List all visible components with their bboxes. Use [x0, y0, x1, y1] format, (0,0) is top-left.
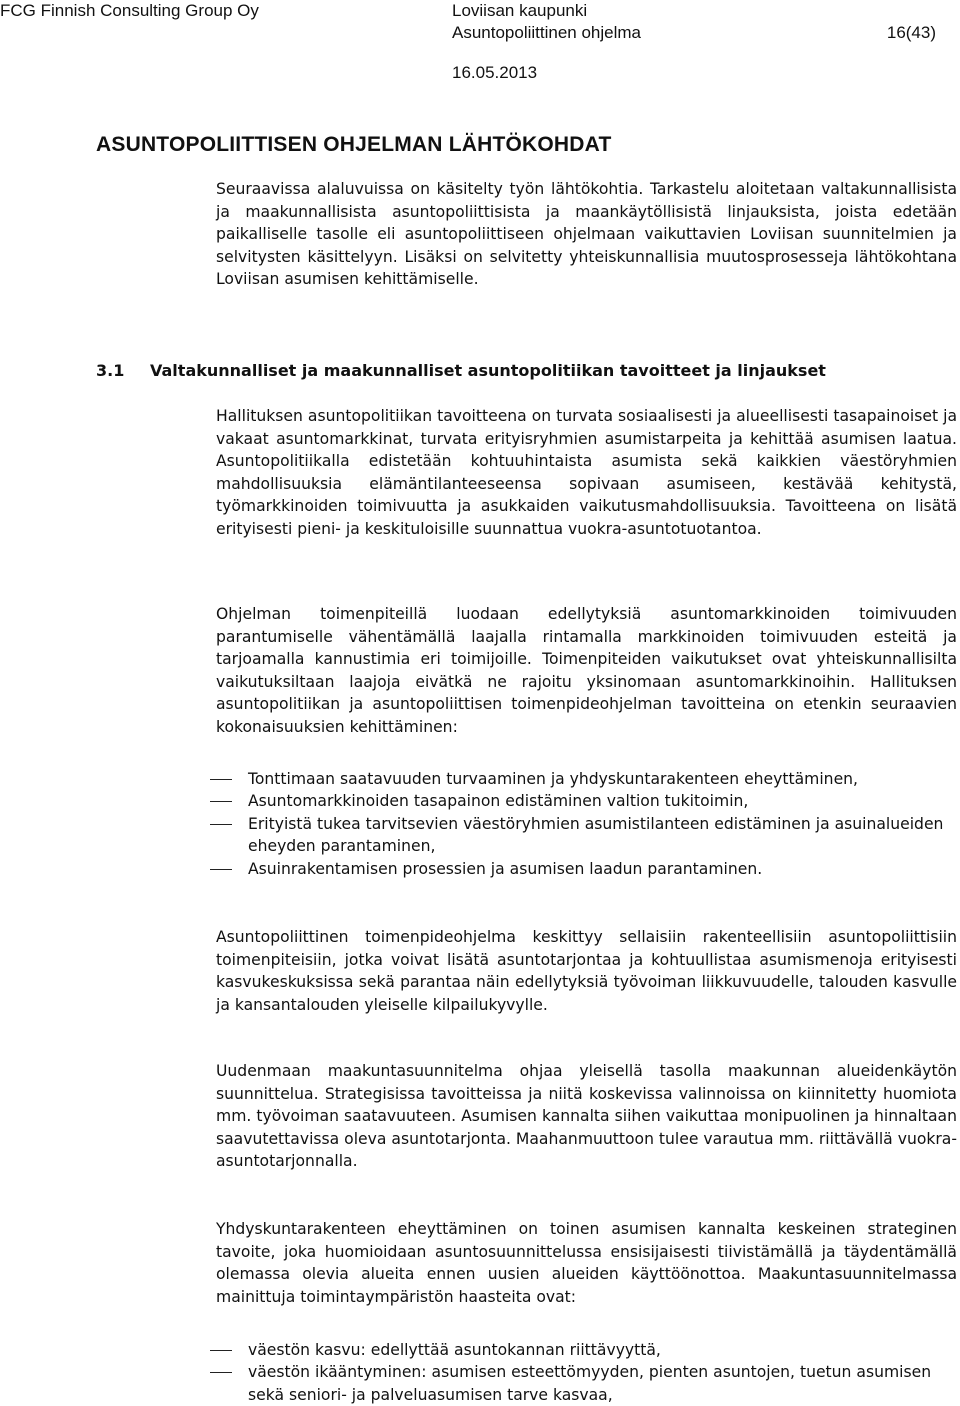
section-heading	[96, 360, 124, 382]
paragraph-regional-plan: Uudenmaan maakuntasuunnitelma ohjaa yleisellä tasolla maakunnan alueidenkäytön suunnittelua. Strategisissa tavoitteissa ja niitä koskevissa valinnoissa on kiinnitetty huomiota mm. työvoiman saatavuuteen. Asumisen kannalta siihen vaikuttaa monipuolinen ja hinnaltaan saavutettavissa oleva asuntotarjonta. Maahanmuuttoon tulee varautua mm. riittävällä vuokra-asuntotarjonnalla.	[216, 1062, 957, 1171]
paragraph-government-goals: Hallituksen asuntopolitiikan tavoitteena on turvata sosiaalisesti ja alueellisesti tasapainoiset ja vakaat asuntomarkkinat, turvata erityisryhmien asumistarpeita ja kehittää asumisen laatua. Asuntopolitiikalla edistetään kohtuuhintaista asumista sekä kaikkien väestöryhmien mahdollisuuksia elämäntilanteeseensa sopivaan asumiseen, kestävää kehitystä, työmarkkinoiden toimivuutta ja asukkaiden vaikutusmahdollisuuksia. Tavoitteena on lisätä erityisesti pieni- ja keskituloisille suunnattua vuokra-asuntotuotantoa.	[216, 407, 957, 538]
header-title-block	[452, 0, 641, 44]
list-item: väestön ikääntyminen: asumisen esteettömyyden, pienten asuntojen, tuetun asumisen sekä seniori- ja palveluasumisen tarve kasvaa,	[210, 1361, 960, 1406]
challenges-list	[210, 1339, 960, 1406]
dash-bullet-icon	[210, 1372, 232, 1373]
header-client: Loviisan kaupunki	[452, 1, 588, 20]
goals-list	[210, 768, 960, 880]
dash-bullet-icon	[210, 801, 232, 802]
section-number: 3.1	[96, 361, 125, 380]
header-company: FCG Finnish Consulting Group Oy	[0, 1, 259, 20]
dash-bullet-icon	[210, 869, 232, 870]
dash-bullet-icon	[210, 779, 232, 780]
section-title: Valtakunnalliset ja maakunnalliset asuntopolitiikan tavoitteet ja linjaukset	[150, 361, 826, 380]
paragraph-action-program: Asuntopoliittinen toimenpideohjelma keskittyy sellaisiin rakenteellisiin asuntopoliittisiin toimenpiteisiin, jotka voivat lisätä asuntotarjontaa ja kohtuullistaa asumismenoja erityisesti kasvukeskuksissa sekä parantaa näin edellytyksiä työvoiman liikkuvuudelle, talouden kasvulle ja kansantalouden yleiselle kilpailukyvylle.	[216, 928, 957, 1014]
paragraph-urban-structure: Yhdyskuntarakenteen eheyttäminen on toinen asumisen kannalta keskeinen strateginen tavoite, joka huomioidaan asuntosuunnittelussa ensisijaisesti tiivistämällä ja täydentämällä olemassa olevia alueita ennen uusien alueiden käyttöönottoa. Maakuntasuunnitelmassa mainittuja toimintaympäristön haasteita ovat:	[216, 1220, 957, 1306]
list-item: Asuinrakentamisen prosessien ja asumisen laadun parantaminen.	[210, 858, 960, 880]
list-item: Erityistä tukea tarvitsevien väestöryhmien asumistilanteen edistäminen ja asuinalueiden eheyden parantaminen,	[210, 813, 960, 858]
list-item: Tonttimaan saatavuuden turvaaminen ja yhdyskuntarakenteen eheyttäminen,	[210, 768, 960, 790]
intro-paragraph: Seuraavissa alaluvuissa on käsitelty työn lähtökohtia. Tarkastelu aloitetaan valtakunnallisista ja maakunnallisista asuntopoliittisista ja maankäytöllisistä linjauksista, joista edetään paikalliselle tasolle eli asuntopoliittiseen ohjelmaan vaikuttavien Loviisan suunnitelmien ja selvitysten käsittelyyn. Lisäksi on selvitetty yhteiskunnallisia muutosprosesseja lähtökohtana Loviisan asumisen kehittämiselle.	[216, 180, 957, 289]
chapter-heading: ASUNTOPOLIITTISEN OHJELMAN LÄHTÖKOHDAT	[96, 133, 612, 156]
header-page-number: 16(43)	[886, 23, 936, 42]
paragraph-program-measures: Ohjelman toimenpiteillä luodaan edellytyksiä asuntomarkkinoiden toimivuuden parantumiselle vähentämällä laajalla rintamalla markkinoiden toimivuuden esteitä ja tarjoamalla kannustimia eri toimijoille. Toimenpiteiden vaikutukset ovat yhteiskunnallisilta vaikutuksiltaan laajoja eivätkä ne rajoitu yksinomaan asuntomarkkinoihin. Hallituksen asuntopolitiikan ja asuntopoliittisen toimenpideohjelman tavoitteina on etenkin seuraavien kokonaisuuksien kehittäminen:	[216, 605, 957, 736]
list-item: väestön kasvu: edellyttää asuntokannan riittävyyttä,	[210, 1339, 960, 1361]
dash-bullet-icon	[210, 1350, 232, 1351]
header-document-name: Asuntopoliittinen ohjelma	[452, 23, 642, 42]
dash-bullet-icon	[210, 824, 232, 825]
list-item: Asuntomarkkinoiden tasapainon edistäminen valtion tukitoimin,	[210, 790, 960, 812]
header-date: 16.05.2013	[452, 63, 538, 82]
